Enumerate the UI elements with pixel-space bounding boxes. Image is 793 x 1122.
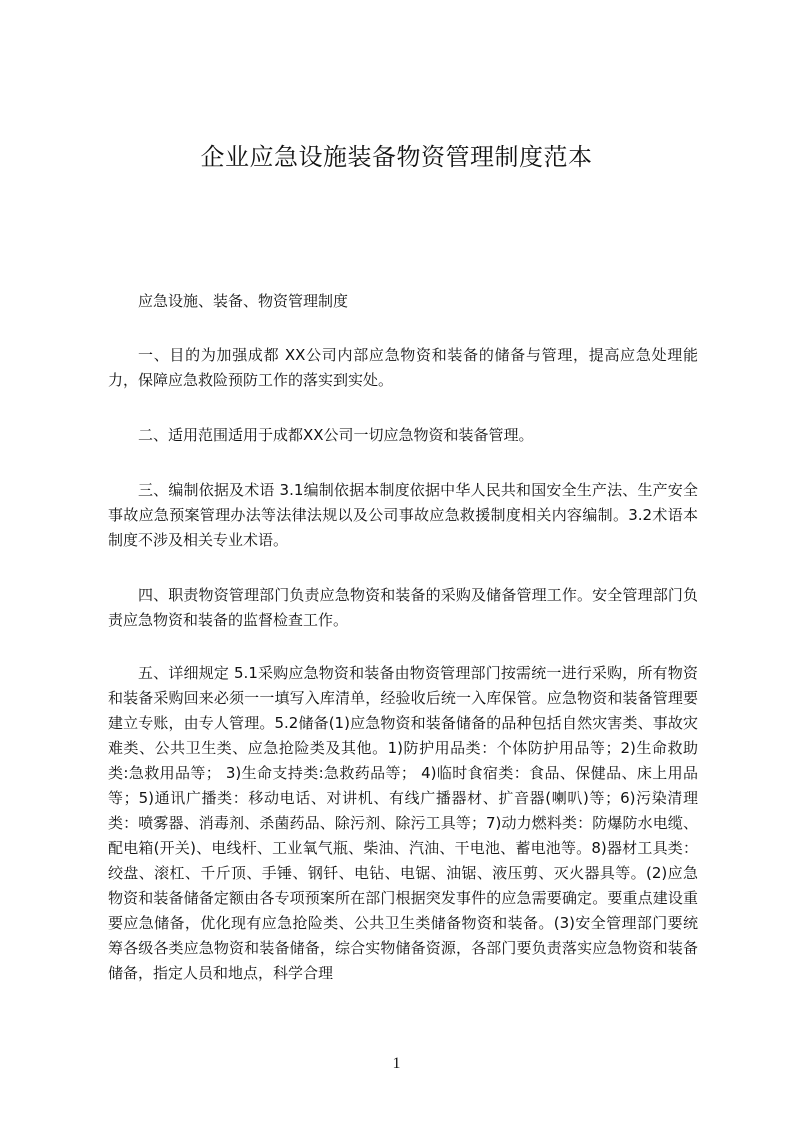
paragraph-detailed-rules: 五、详细规定 5.1采购应急物资和装备由物资管理部门按需统一进行采购，所有物资和装备采购回来必须一一填写入库清单，经验收后统一入库保管。应急物资和装备管理要建立专账，由专人管理。5.2储备(1)应急物资和装备储备的品种包括自然灾害类、事故灾难类、公共卫生类、应急抢险类及其他。1)防护用品类：个体防护用品等；2)生命救助类:急救用品等； 3)生命支持类:急救药品等； 4)临时食宿类：食品、保健品、床上用品等；5)通讯广播类：移动电话、对讲机、有线广播器材、扩音器(喇叭)等；6)污染清理类：喷雾器、消毒剂、杀菌药品、除污剂、除污工具等；7)动力燃料类：防爆防水电缆、配电箱(开关)、电线杆、工业氧气瓶、柴油、汽油、干电池、蓄电池等。8)器材工具类：绞盘、滚杠、千斤顶、手锤、钢钎、电钻、电锯、油锯、液压剪、灭火器具等。(2)应急物资和装备储备定额由各专项预案所在部门根据突发事件的应急需要确定。要重点建设重要应急储备，优化现有应急抢险类、公共卫生类储备物资和装备。(3)安全管理部门要统筹各级各类应急物资和装备储备，综合实物储备资源，各部门要负责落实应急物资和装备储备，指定人员和地点，科学合理 [108, 664, 698, 982]
section-subheading: 应急设施、装备、物资管理制度 [138, 292, 349, 310]
paragraph-scope: 二、适用范围适用于成都XX公司一切应急物资和装备管理。 [138, 426, 534, 444]
paragraph-basis-terms: 三、编制依据及术语 3.1编制依据本制度依据中华人民共和国安全生产法、生产安全事故应急预案管理办法等法律法规以及公司事故应急救援制度相关内容编制。3.2术语本制度不涉及相关专业术语。 [108, 481, 698, 549]
paragraph-responsibilities: 四、职责物资管理部门负责应急物资和装备的采购及储备管理工作。安全管理部门负责应急物资和装备的监督检查工作。 [108, 586, 698, 629]
page-number: 1 [392, 1055, 401, 1072]
paragraph-purpose: 一、目的为加强成都 XX公司内部应急物资和装备的储备与管理，提高应急处理能力，保障应急救险预防工作的落实到实处。 [108, 346, 698, 389]
page-title: 企业应急设施装备物资管理制度范本 [200, 143, 593, 171]
